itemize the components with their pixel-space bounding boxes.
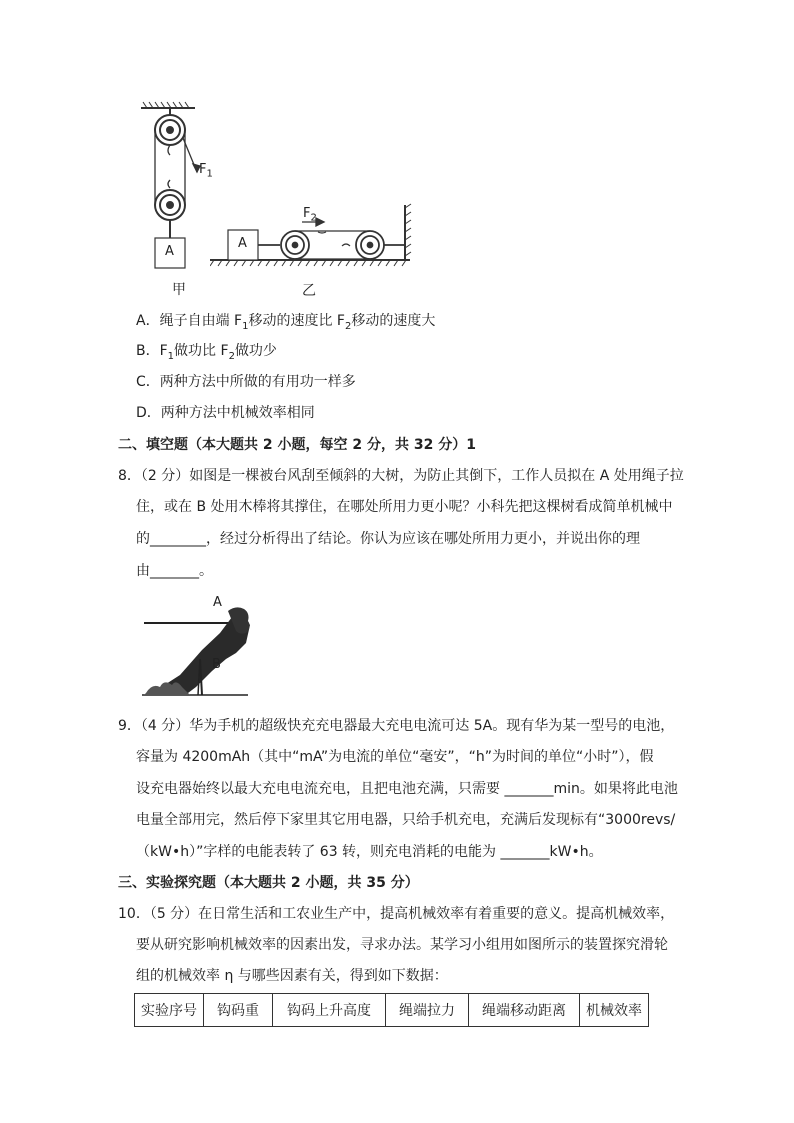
caption-yi: 乙	[302, 283, 316, 299]
table-header-cell: 实验序号	[135, 994, 204, 1027]
experiment-table	[134, 993, 649, 1027]
option-d: D．两种方法中机械效率相同	[136, 405, 315, 421]
option-a: A．绳子自由端 $F_1$移动的速度比 $F_2$移动的速度大	[136, 313, 436, 332]
q9-line-5: （kW•h）”字样的电能表转了 63 转，则充电消耗的电能为 _______kW•h。	[136, 844, 603, 860]
table-header-cell: 钩码重	[204, 994, 273, 1027]
force-label-f1: $F_1$	[199, 162, 213, 180]
table-header-cell: 绳端拉力	[386, 994, 469, 1027]
figure-tree	[140, 595, 255, 700]
caption-jia: 甲	[172, 282, 186, 298]
section-3-title: 三、实验探究题（本大题共 2 小题，共 35 分）	[118, 875, 419, 891]
q8-line-4: 由_______。	[136, 563, 213, 579]
table-header-row	[135, 994, 649, 1027]
q9-line-1: 9．（4 分）华为手机的超级快充充电器最大充电电流可达 5A。现有华为某一型号的电池，	[118, 718, 675, 734]
pulley-ropes	[155, 130, 200, 205]
section-2-title: 二、填空题（本大题共 2 小题，每空 2 分，共 32 分）1	[118, 437, 476, 453]
option-b: B．$F_1$做功比 $F_2$做功少	[136, 343, 277, 362]
q9-line-4: 电量全部用完，然后停下家里其它用电器，只给手机充电，充满后发现标有“3000revs/	[136, 812, 676, 828]
fixed-pulley	[155, 108, 185, 145]
ground-hatch	[210, 260, 410, 266]
block-label-a-yi: A	[238, 236, 247, 251]
force-label-f2: $F_2$	[303, 206, 317, 224]
q10-line-1: 10．（5 分）在日常生活和工农业生产中，提高机械效率有着重要的意义。提高机械效率，	[118, 906, 675, 922]
wall-hatch	[405, 204, 411, 260]
table-header-cell: 绳端移动距离	[469, 994, 580, 1027]
table-header-cell: 机械效率	[580, 994, 649, 1027]
movable-pulley	[155, 190, 185, 238]
block-label-a-jia: A	[165, 244, 174, 259]
q9-line-2: 容量为 4200mAh（其中“mA”为电流的单位“毫安”，“h”为时间的单位“小时”），假	[136, 749, 654, 765]
tree-label-b: B	[212, 657, 221, 672]
q9-line-3: 设充电器始终以最大充电电流充电，且把电池充满，只需要 _______min。如果将此电池	[136, 781, 678, 797]
q8-line-3: 的________，经过分析得出了结论。你认为应该在哪处所用力更小，并说出你的理	[136, 531, 640, 547]
ceiling-hatch	[141, 102, 195, 108]
tree-label-a: A	[213, 595, 222, 610]
table-header-cell: 钩码上升高度	[273, 994, 386, 1027]
q8-line-1: 8．（2 分）如图是一棵被台风刮至倾斜的大树，为防止其倒下，工作人员拟在 A 处用绳子拉	[118, 468, 684, 484]
q10-line-2: 要从研究影响机械效率的因素出发，寻求办法。某学习小组用如图所示的装置探究滑轮	[136, 937, 668, 953]
q10-line-3: 组的机械效率 η 与哪些因素有关，得到如下数据：	[136, 968, 448, 984]
option-c: C．两种方法中所做的有用功一样多	[136, 374, 356, 390]
horizontal-pulleys	[258, 231, 405, 259]
q8-line-2: 住，或在 B 处用木棒将其撑住，在哪处所用力更小呢？小科先把这棵树看成简单机械中	[136, 499, 673, 515]
